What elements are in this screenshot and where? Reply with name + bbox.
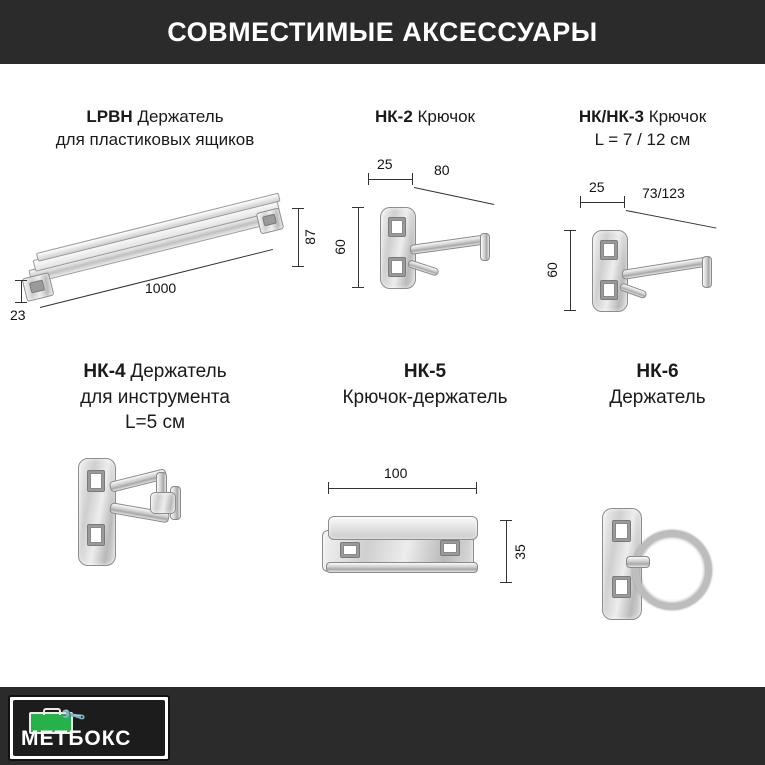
nk6-slot-bottom-inner [615,579,628,595]
dim-tick-25-nk3-l [580,196,581,208]
dim-tick-60-nk3-t [564,230,576,231]
dim-label-25-nk2: 25 [377,155,393,172]
product-card-lpbh [10,106,318,356]
wrench-icon: 🔧 [59,701,88,730]
product-name-nk4-line3: L=5 см [124,412,186,434]
dim-tick-87-top [292,208,304,209]
dim-line-23 [21,280,22,302]
brand-name: МЕТБOКС [21,727,132,750]
nk6-ring [632,530,712,610]
dim-tick-87-bottom [292,266,304,267]
product-grid [0,64,765,687]
nk2-hook-arm [409,234,490,255]
product-card-nk3 [530,106,755,356]
nk5-slot-left-inner [343,545,357,555]
product-figure-nk6 [560,410,755,600]
dim-label-1000: 1000 [145,279,177,296]
product-code-nk5: НК-5 [403,361,447,382]
nk2-hook-tip [480,233,490,261]
page-title: СОВМЕСТИМЫЕ АКСЕССУАРЫ [167,16,598,47]
dim-line-25-nk3 [580,202,624,203]
product-name-nk3: Крючок [648,107,707,126]
nk4-slot-top-inner [90,473,102,489]
product-name-nk2: Крючок [417,107,475,126]
product-code-nk3: НК/НК-3 [578,107,644,126]
product-code-nk2: НК-2 [375,107,413,126]
dim-tick-60-nk2-b [352,287,364,288]
nk6-slot-top-inner [615,523,628,539]
dim-label-23: 23 [10,306,26,323]
product-figure-nk5 [300,410,550,600]
product-name-nk5: Крючок-держатель [342,386,508,408]
dim-line-87 [298,208,299,266]
product-figure-nk4 [10,436,300,616]
nk4-clamp-head [150,492,176,514]
dim-tick-60-nk3-b [564,310,576,311]
dim-tick-25-nk2-r [412,173,413,185]
poster-footer [0,687,765,765]
product-name-nk6: Держатель [609,386,706,408]
nk5-slot-right-inner [443,543,457,553]
brand-logo-inner [13,700,165,756]
product-card-nk4 [10,359,300,659]
nk6-ring-bracket [626,556,650,568]
dim-line-80-nk2 [414,187,494,205]
nk3-slot-bottom-inner [603,283,615,297]
product-name-nk3-line2: L = 7 / 12 см [594,129,691,149]
dim-tick-25-nk2-l [368,173,369,185]
dim-tick-35-b [500,582,512,583]
dim-tick-25-nk3-r [624,196,625,208]
nk4-slot-bottom-inner [90,527,102,543]
product-name-lpbh-line2: для пластиковых ящиков [55,129,255,149]
dim-tick-60-nk2-t [352,207,364,208]
product-figure-lpbh [10,152,318,332]
dim-label-80-nk2: 80 [434,161,450,178]
dim-line-60-nk2 [358,207,359,287]
product-card-nk5 [300,359,550,659]
nk2-slot-top-inner [391,220,403,234]
dim-line-25-nk2 [368,179,412,180]
product-code-lpbh: LPBH [86,107,133,126]
nk2-slot-bottom-inner [391,260,403,274]
dim-label-35: 35 [511,544,528,561]
nk5-front-lip [326,562,478,573]
dim-line-73123 [626,210,717,229]
dim-label-100: 100 [384,465,408,482]
product-title-nk3 [530,106,755,152]
dim-label-25-nk3: 25 [589,178,605,195]
product-code-nk6: НК-6 [636,361,679,382]
dim-line-60-nk3 [570,230,571,310]
product-title-nk6 [560,359,755,410]
dim-tick-100-r [476,482,477,494]
dim-tick-23-bottom [15,302,27,303]
poster-header [0,0,765,64]
product-title-nk5 [300,359,550,410]
product-name-nk4-line1: Держатель [130,361,227,382]
dim-label-87: 87 [301,229,318,245]
product-figure-nk3 [530,152,755,342]
product-title-nk4 [10,359,300,436]
dim-tick-23-top [15,280,27,281]
dim-line-35 [506,520,507,582]
nk3-hook-arm [621,256,711,280]
dim-label-60-nk3: 60 [543,262,560,278]
product-name-nk4-line2: для инструмента [80,386,230,408]
product-code-nk4: НК-4 [83,361,126,382]
dim-tick-100-l [328,482,329,494]
product-card-nk2 [320,106,530,356]
nk3-hook-tip [702,256,712,288]
dim-label-73123: 73/123 [642,184,685,201]
dim-line-100 [328,488,476,489]
product-figure-nk2 [320,129,530,319]
product-title-lpbh [10,106,300,152]
product-name-lpbh-line1: Держатель [137,107,224,126]
brand-logo [8,695,170,761]
nk5-body-top [328,516,478,540]
product-card-nk6 [560,359,755,659]
dim-label-60-nk2: 60 [331,239,348,255]
dim-tick-35-t [500,520,512,521]
nk3-slot-top-inner [603,243,615,257]
product-title-nk2 [320,106,530,129]
